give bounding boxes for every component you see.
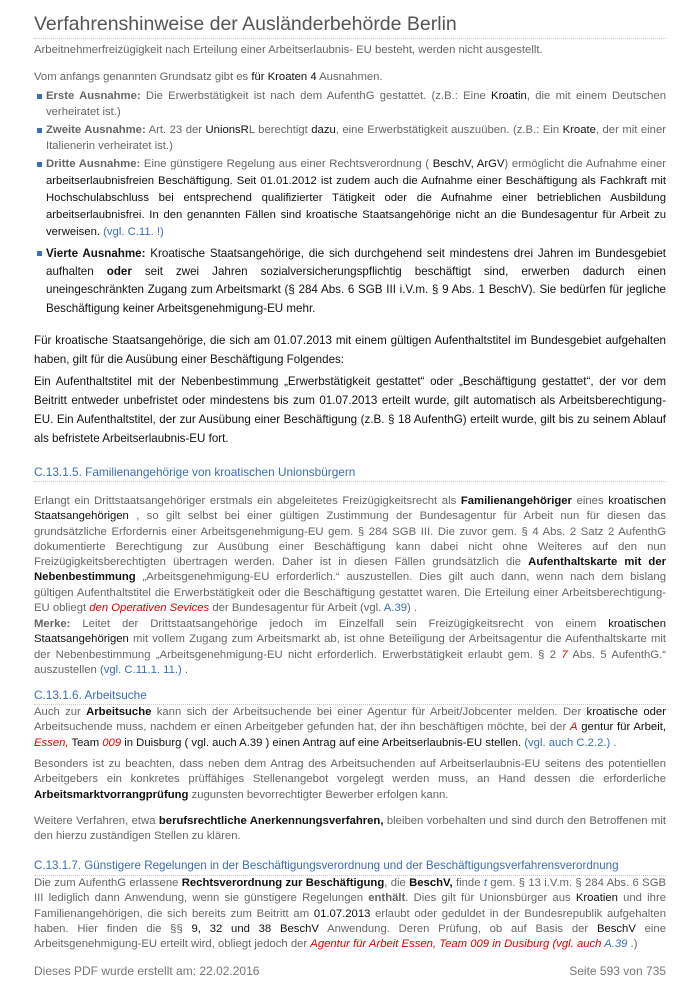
exceptions-list: [34, 88, 666, 318]
merke-paragraph: Merke: Leitet der Drittstaatsangehörige jedoch im Einzelfall sein Freizügigkeitsrecht von einem kroatischen Staatsangehörigen mit vollem Zugang zum Arbeitsmarkt ab, ist ohne Beteiligung der Arbeitsagentur die Aufenthaltskarte mit der Nebenbestimmung „Arbeitsgenehmigung-EU nicht erforderlich. Erwerbstätigkeit erlaubt gem. § 2 7 Abs. 5 AufenthG.“ auszustellen (vgl. C.11.1. 11.) .: [34, 618, 666, 676]
weitere-verfahren-paragraph: Weitere Verfahren, etwa berufsrechtliche Anerkennungsverfahren, bleiben vorbehalten und sind durch den Betroffenen mit den hierzu zuständigen Stellen zu klären.: [34, 815, 667, 843]
bullet-icon: [37, 128, 42, 133]
arbeitsuche-paragraph: Auch zur Arbeitsuche kann sich der Arbeitsuchende bei einer Agentur für Arbeit/Jobcenter melden. Der kroatische oder Arbeitsuchende muss, nachdem er einen Arbeitgeber gefunden hat, der ihn beschäftigen möchte, bei der A gentur für Arbeit, Essen, Team 009 in Duisburg ( vgl. auch A.39 ) einen Antrag auf eine Arbeitserlaubnis-EU stellen. (vgl. auch C.2.2.) .: [34, 706, 666, 749]
grundsatz-text: Vom anfangs genannten Grundsatz gibt es für Kroaten 4 Ausnahmen.: [34, 71, 383, 83]
list-item: Dritte Ausnahme: Eine günstigere Regelung aus einer Rechtsverordnung ( BeschV, ArGV) ermöglicht die Aufnahme einer arbeitserlaubnisfreien Beschäftigung. Seit 01.01.2012 ist zudem auch die Aufnahme einer Beschäftigung als Fachkraft mit Hochschulabschluss bei entsprechend qualifizierter Tätigkeit oder die Aufnahme einer betrieblichen Ausbildung arbeitserlaubnisfrei. In den genannten Fällen sind kroatische Staatsangehörige nicht an die Bundesagentur für Arbeit zu verweisen. (vgl. C.11. !): [34, 156, 666, 241]
intro-text: Arbeitnehmerfreizügigkeit nach Erteilung einer Arbeitserlaubnis- EU besteht, werden nicht ausgestellt.: [34, 44, 543, 56]
croatian-paragraph: Für kroatische Staatsangehörige, die sich am 01.07.2013 mit einem gültigen Aufenthaltstitel im Bundesgebiet aufgehalten haben, gilt für die Ausübung einer Beschäftigung Folgendes:: [34, 334, 666, 366]
list-item: Vierte Ausnahme: Kroatische Staatsangehörige, die sich durchgehend seit mindestens drei Jahren im Bundesgebiet aufhalten oder seit zwei Jahren sozialversicherungspflichtig beschäftigt sind, erwerben dadurch einen uneingeschränkten Zugang zum Arbeitsmarkt (§ 284 Abs. 6 SGB III i.V.m. § 9 Abs. 1 BeschV). Sie bedürfen für jegliche Beschäftigung keiner Arbeitsgenehmigung-EU mehr.: [34, 245, 666, 318]
a39-link[interactable]: A.39: [604, 938, 628, 951]
page-title: Verfahrenshinweise der Ausländerbehörde Berlin: [34, 13, 457, 35]
besonders-paragraph: Besonders ist zu beachten, dass neben dem Antrag des Arbeitsuchenden auf Arbeitserlaubnis-EU seitens des potentiellen Arbeitgebers ein konkretes prüffähiges Stellenangebot vorgelegt werden muss, an Hand dessen die erforderliche Arbeitsmarktvorrangprüfung zugunsten bevorrechtigter Bewerber erfolgen kann.: [34, 758, 666, 801]
list-item: Erste Ausnahme: Die Erwerbstätigkeit ist nach dem AufenthG gestattet. (z.B.: Eine Kroatin, die mit einem Deutschen verheiratet ist.): [34, 88, 666, 121]
section-heading-familienangehoerige: C.13.1.5. Familienangehörige von kroatischen Unionsbürgern: [34, 465, 356, 479]
familienangehoerige-paragraph: Erlangt ein Drittstaatsangehöriger erstmals ein abgeleitetes Freizügigkeitsrecht als Familienangehöriger eines kroatischen Staatsangehörigen , so gilt selbst bei einer gültigen Zustimmung der Bundesagentur für Arbeit nun für diesen das grundsätzliche Erfordernis einer Arbeitsgenehmigung-EU gem. § 284 SGB III. Die zuvor gem. § 4 Abs. 2 Satz 2 AufenthG dokumentierte Berechtigung zur Ausübung einer Beschäftigung kann dabei nicht ohne Weiteres auf den nun Freizügigkeitsberechtigten übertragen werden. Daher ist in diesen Fällen grundsätzlich die Aufenthaltskarte mit der Nebenbestimmung „Arbeitsgenehmigung-EU erforderlich.“ auszustellen. Dies gilt auch dann, wenn nach dem bislang gültigen Aufenthaltstitel die Erwerbstätigkeit oder die Beschäftigung gestattet waren. Die Erteilung einer Arbeitsberechtigung-EU obliegt den Operativen Sevices der Bundesagentur für Arbeit (vgl. A.39) .: [34, 495, 666, 615]
section-heading-arbeitsuche: C.13.1.6. Arbeitsuche: [34, 688, 147, 702]
bullet-icon: [37, 94, 42, 99]
page-number: Seite 593 von 735: [569, 964, 666, 978]
titel-paragraph: Ein Aufenthaltstitel mit der Nebenbestimmung „Erwerbstätigkeit gestattet“ oder „Beschäftigung gestattet“, der vor dem Beitritt entweder unbefristet oder mindestens bis zum 01.07.2013 erteilt wurde, gilt automatisch als Arbeitsberechtigung-EU. Ein Aufenthaltstitel, der zur Ausübung einer Beschäftigung (z.B. § 18 AufenthG) erteilt wurde, gilt bis zu seinem Ablauf als befristete Arbeitserlaubnis-EU fort.: [34, 375, 666, 445]
beschv-paragraph: Die zum AufenthG erlassene Rechtsverordnung zur Beschäftigung, die BeschV, finde t gem. § 13 i.V.m. § 284 Abs. 6 SGB III lediglich dann Anwendung, wenn sie günstigere Regelungen enthält. Dies gilt für Unionsbürger aus Kroatien und ihre Familienangehörigen, die sich bereits zum Beitritt am 01.07.2013 erlaubt oder geduldet in der Bundesrepublik aufgehalten haben. Hier finden die §§ 9, 32 und 38 BeschV Anwendung. Deren Prüfung, ob auf Basis der BeschV eine Arbeitsgenehmigung-EU erteilt wird, obliegt jedoch der Agentur für Arbeit Essen, Team 009 in Dusiburg (vgl. auch A.39 .): [34, 877, 667, 951]
page-footer: [34, 963, 666, 979]
vgl-c22-link[interactable]: (vgl. auch C.2.2.): [524, 736, 611, 749]
creation-date: Dieses PDF wurde erstellt am: 22.02.2016: [34, 964, 260, 978]
bullet-icon: [37, 251, 42, 256]
bullet-icon: [37, 162, 42, 167]
list-item: Zweite Ausnahme: Art. 23 der UnionsRL berechtigt dazu, eine Erwerbstätigkeit auszuüben. (z.B.: Ein Kroate, der mit einer Italienerin verheiratet ist.): [34, 122, 666, 155]
section-divider: [34, 481, 666, 482]
title-divider: [34, 38, 666, 39]
vgl-c11-link[interactable]: (vgl. C.11. !): [100, 225, 164, 238]
vgl-c111-link[interactable]: (vgl. C.11.1. 11.): [99, 663, 182, 676]
section-heading-guenstigere-regelungen: C.13.1.7. Günstigere Regelungen in der Beschäftigungsverordnung und der Beschäftigungsverfahrensverordnung: [34, 859, 619, 872]
a39-link[interactable]: A.39: [383, 602, 408, 615]
